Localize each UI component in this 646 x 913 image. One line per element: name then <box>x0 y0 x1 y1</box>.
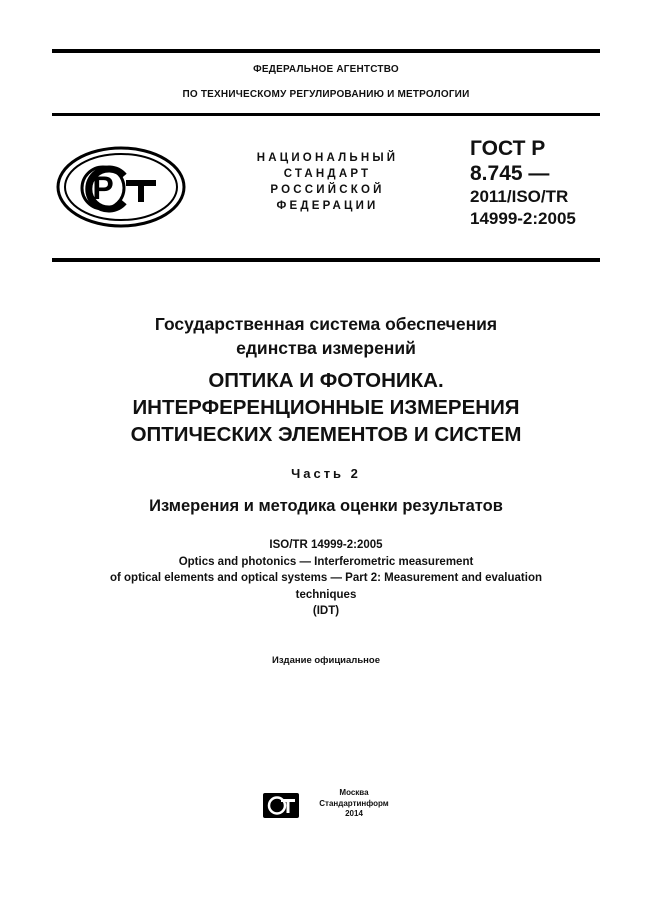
main-title-line-1: ОПТИКА И ФОТОНИКА. <box>208 369 444 392</box>
standard-type <box>225 150 430 214</box>
standard-type-line-4: ФЕДЕРАЦИИ <box>276 200 379 212</box>
agency-line-1: ФЕДЕРАЛЬНОЕ АГЕНТСТВО <box>253 64 399 75</box>
standard-type-line-3: РОССИЙСКОЙ <box>270 184 385 196</box>
series-title <box>52 312 600 360</box>
rst-logo-icon <box>56 146 186 228</box>
standard-type-line-2: СТАНДАРТ <box>283 168 372 180</box>
iso-line-3: of optical elements and optical systems — Part 2: Measurement and evaluation <box>109 572 542 584</box>
part-label: Часть 2 <box>291 466 361 481</box>
header-rule <box>52 113 600 116</box>
edition-label: Издание официальное <box>272 655 380 666</box>
designation-line-4: 14999-2:2005 <box>470 209 576 228</box>
designation-line-1: ГОСТ Р <box>470 137 546 160</box>
designation-line-2: 8.745 — <box>470 162 550 185</box>
series-title-line-1: Государственная система обеспечения <box>154 314 498 334</box>
standard-type-line-1: НАЦИОНАЛЬНЫЙ <box>256 152 399 164</box>
svg-text:Р: Р <box>92 170 114 206</box>
main-title-line-2: ИНТЕРФЕРЕНЦИОННЫЕ ИЗМЕРЕНИЯ <box>132 396 520 419</box>
main-title <box>52 367 600 448</box>
agency-line-2: ПО ТЕХНИЧЕСКОМУ РЕГУЛИРОВАНИЮ И МЕТРОЛОГИИ <box>182 89 470 100</box>
standartinform-logo-icon <box>262 792 300 819</box>
publisher-block <box>304 788 404 820</box>
designation-line-3: 2011/ISO/TR <box>470 187 569 206</box>
standard-designation <box>470 136 610 230</box>
title-block-rule <box>52 258 600 262</box>
publisher-name: Стандартинформ <box>319 798 389 808</box>
iso-line-2: Optics and photonics — Interferometric measurement <box>178 555 474 568</box>
publisher-city: Москва <box>339 788 369 797</box>
top-rule <box>52 49 600 53</box>
series-title-line-2: единства измерений <box>236 338 416 358</box>
iso-line-4: techniques <box>295 588 357 601</box>
main-title-line-3: ОПТИЧЕСКИХ ЭЛЕМЕНТОВ И СИСТЕМ <box>130 423 522 446</box>
iso-line-5: (IDT) <box>312 605 340 617</box>
publisher-year: 2014 <box>345 809 363 818</box>
subtitle: Измерения и методика оценки результатов <box>149 497 503 515</box>
iso-reference <box>52 537 600 620</box>
iso-line-1: ISO/TR 14999-2:2005 <box>269 539 383 551</box>
